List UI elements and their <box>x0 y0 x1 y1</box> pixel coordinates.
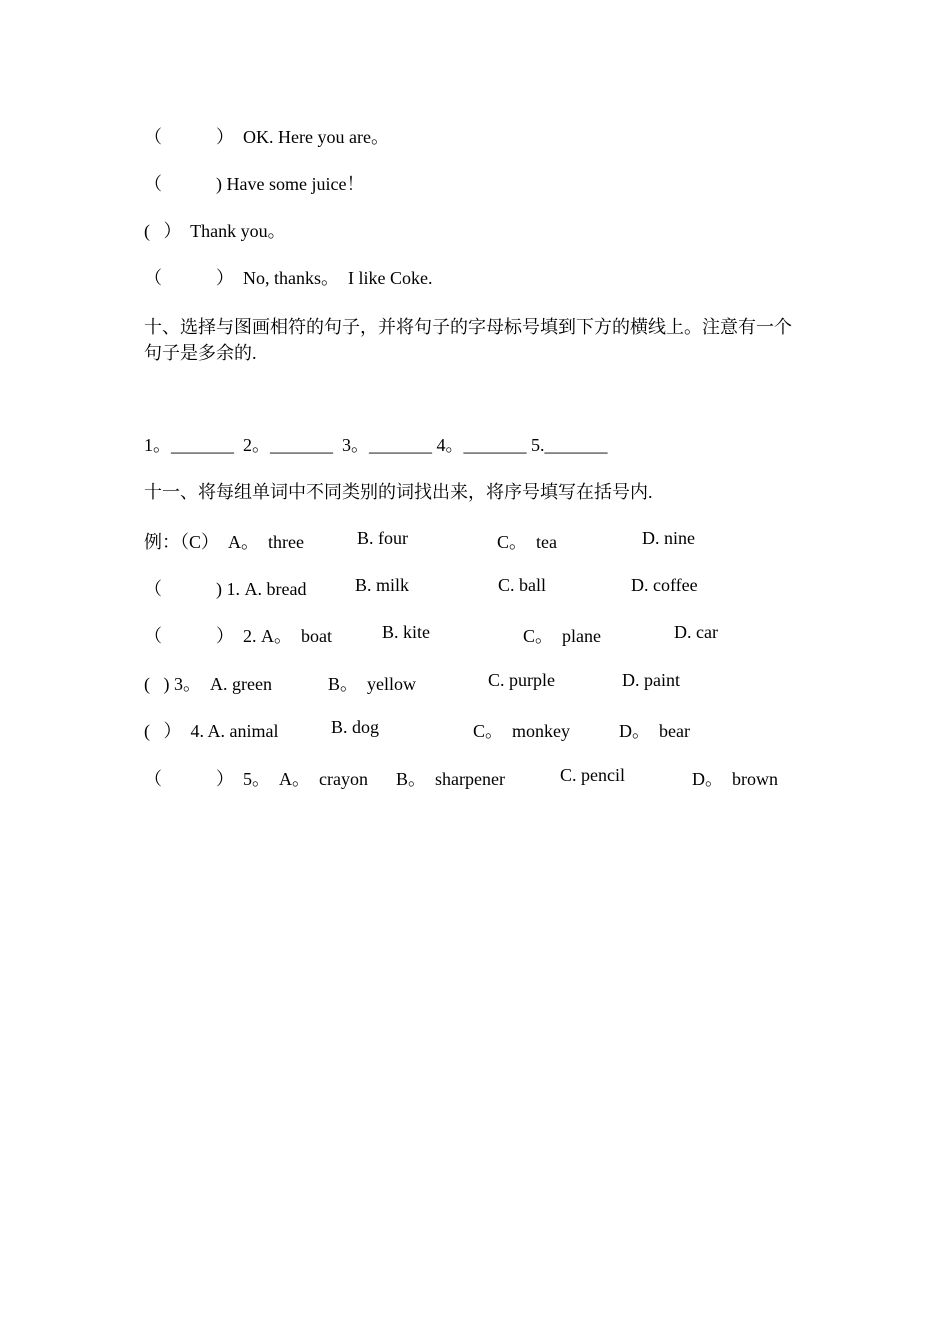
example-option-b: B. four <box>357 528 408 548</box>
question-2-option-c: C。 plane <box>523 626 601 646</box>
dialog-line-4: （ ） No, thanks。 I like Coke. <box>144 268 433 288</box>
question-2-option-a: （ ） 2. A。 boat <box>144 626 332 646</box>
dialog-line-2: （ ) Have some juice！ <box>144 174 365 194</box>
question-2-option-d: D. car <box>674 622 718 642</box>
question-3-option-b: B。 yellow <box>328 674 416 694</box>
section-10-heading: 十、选择与图画相符的句子，并将句子的字母标号填到下方的横线上。注意有一个句子是多余的. <box>144 317 792 363</box>
dialog-line-3: ( ） Thank you。 <box>144 221 286 241</box>
section-11-heading: 十一、将每组单词中不同类别的词找出来，将序号填写在括号内. <box>144 482 653 502</box>
question-row-4 <box>0 717 950 739</box>
question-1-option-b: B. milk <box>355 575 410 595</box>
question-row-1 <box>0 575 950 597</box>
question-1-option-a: （ ) 1. A. bread <box>144 579 307 599</box>
dialog-line-1: （ ） OK. Here you are。 <box>144 127 389 147</box>
question-2-option-b: B. kite <box>382 622 430 642</box>
question-4-option-a: ( ） 4. A. animal <box>144 721 279 741</box>
example-option-c: C。 tea <box>497 532 557 552</box>
section-10-blanks: 1。_______ 2。_______ 3。_______ 4。_______ 5._______ <box>144 435 608 455</box>
question-5-option-d: D。 brown <box>692 769 778 789</box>
question-5-option-a: （ ） 5。 A。 crayon <box>144 769 368 789</box>
question-1-option-d: D. coffee <box>631 575 698 595</box>
example-row <box>0 528 950 550</box>
example-option-d: D. nine <box>642 528 695 548</box>
question-3-option-a: ( ) 3。 A. green <box>144 674 272 694</box>
question-1-option-c: C. ball <box>498 575 546 595</box>
example-option-a: 例：（C） A。 three <box>144 532 304 552</box>
question-3-option-d: D. paint <box>622 670 680 690</box>
question-4-option-c: C。 monkey <box>473 721 570 741</box>
question-row-3 <box>0 670 950 692</box>
question-5-option-c: C. pencil <box>560 765 625 785</box>
question-4-option-b: B. dog <box>331 717 380 737</box>
question-row-5 <box>0 765 950 787</box>
question-row-2 <box>0 622 950 644</box>
question-3-option-c: C. purple <box>488 670 555 690</box>
question-5-option-b: B。 sharpener <box>396 769 505 789</box>
question-4-option-d: D。 bear <box>619 721 690 741</box>
